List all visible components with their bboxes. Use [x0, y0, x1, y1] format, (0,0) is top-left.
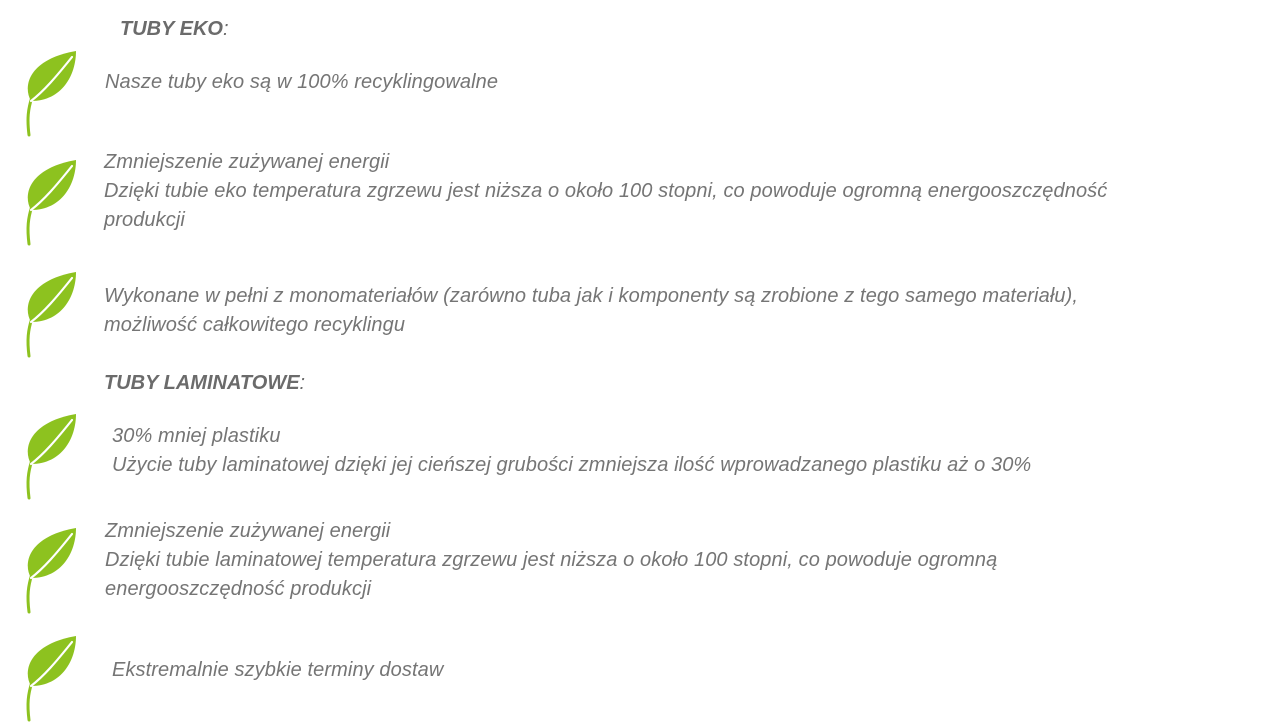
- laminat-item-2-line-2: Dzięki tubie laminatowej temperatura zgrzewu jest niższa o około 100 stopni, co powoduje ogromną: [105, 549, 998, 571]
- heading-tuby-laminatowe-colon: :: [299, 372, 306, 394]
- heading-tuby-laminatowe: [104, 372, 305, 395]
- eko-item-3-text: [104, 282, 1078, 340]
- leaf-icon: [24, 526, 78, 614]
- laminat-item-3-line-1: Ekstremalnie szybkie terminy dostaw: [112, 659, 444, 681]
- laminat-item-2-text: [105, 517, 997, 604]
- leaf-icon: [24, 49, 78, 137]
- eko-item-2-text: [104, 148, 1107, 235]
- laminat-item-2-line-3: energooszczędność produkcji: [105, 578, 372, 600]
- eko-item-3-line-2: możliwość całkowitego recyklingu: [104, 314, 406, 336]
- eko-item-1-text: [105, 68, 498, 97]
- eko-item-2-line-2: Dzięki tubie eko temperatura zgrzewu jest niższa o około 100 stopni, co powoduje ogromną energooszczędność: [104, 180, 1108, 202]
- heading-tuby-laminatowe-title: TUBY LAMINATOWE: [104, 372, 300, 394]
- heading-tuby-eko-colon: :: [222, 18, 229, 40]
- leaf-icon: [24, 158, 78, 246]
- eko-item-3-line-1: Wykonane w pełni z monomateriałów (zarówno tuba jak i komponenty są zrobione z tego samego materiału),: [104, 285, 1079, 307]
- eko-item-1-line-1: Nasze tuby eko są w 100% recyklingowalne: [105, 71, 499, 93]
- eko-item-2-line-1: Zmniejszenie zużywanej energii: [104, 151, 390, 173]
- laminat-item-1-line-2: Użycie tuby laminatowej dzięki jej cieńszej grubości zmniejsza ilość wprowadzanego plastiku aż o 30%: [112, 454, 1032, 476]
- heading-tuby-eko-title: TUBY EKO: [120, 18, 223, 40]
- laminat-item-1-line-1: 30% mniej plastiku: [112, 425, 281, 447]
- leaf-icon: [24, 412, 78, 500]
- laminat-item-2-line-1: Zmniejszenie zużywanej energii: [105, 520, 391, 542]
- leaf-icon: [24, 634, 78, 722]
- leaf-icon: [24, 270, 78, 358]
- eko-item-2-line-3: produkcji: [104, 209, 185, 231]
- laminat-item-3-text: [112, 656, 443, 685]
- laminat-item-1-text: [112, 422, 1031, 480]
- heading-tuby-eko: [120, 18, 229, 41]
